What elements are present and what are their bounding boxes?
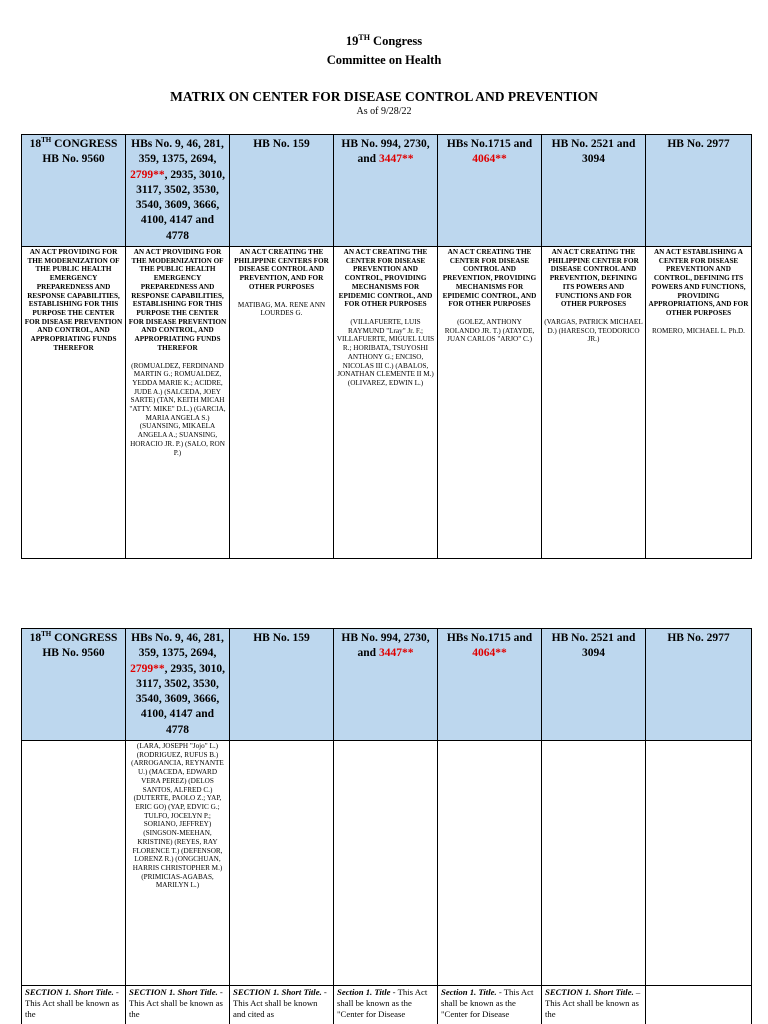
column-header-hbs-9: HBs No. 9, 46, 281, 359, 1375, 2694, 2799**, 2935, 3010, 3117, 3502, 3530, 3540, 3609, 3666, 4100, 4147 and 4778 — [126, 135, 230, 247]
as-of-date: As of 9/28/22 — [356, 106, 412, 117]
table-cell — [22, 741, 126, 986]
column-header-hb-2977: HB No. 2977 — [646, 629, 752, 741]
table-cell: SECTION 1. Short Title. - This Act shall be known as the — [126, 986, 230, 1024]
column-header-hbs-9: HBs No. 9, 46, 281, 359, 1375, 2694, 2799**, 2935, 3010, 3117, 3502, 3530, 3540, 3609, 3666, 4100, 4147 and 4778 — [126, 629, 230, 741]
table-cell — [230, 741, 334, 986]
column-header-hb-159: HB No. 159 — [230, 629, 334, 741]
table-cell: AN ACT ESTABLISHING A CENTER FOR DISEASE PREVENTION AND CONTROL, DEFINING ITS POWERS AND FUNCTIONS, PROVIDING APPROPRIATIONS, AND FOR OTHER PURPOSES ROMERO, MICHAEL L. Ph.D. — [646, 247, 752, 559]
table-cell: AN ACT CREATING THE CENTER FOR DISEASE CONTROL AND PREVENTION, PROVIDING MECHANISMS FOR EPIDEMIC CONTROL, AND FOR OTHER PURPOSES (GOLEZ, ANTHONY ROLANDO JR. T.) (ATAYDE, JUAN CARLOS "ARJO" C.) — [438, 247, 542, 559]
table-cell: SECTION 1. Short Title. - This Act shall be known as the — [22, 986, 126, 1024]
table-cell: AN ACT CREATING THE PHILIPPINE CENTER FOR DISEASE CONTROL AND PREVENTION, DEFINING ITS POWERS AND FUNCTIONS AND FOR OTHER PURPOSES (VARGAS, PATRICK MICHAEL D.) (HARESCO, TEODORICO JR.) — [542, 247, 646, 559]
column-header-hb-2521: HB No. 2521 and 3094 — [542, 135, 646, 247]
committee-heading: Committee on Health — [326, 53, 442, 67]
column-header-hb-994: HB No. 994, 2730, and 3447** — [334, 629, 438, 741]
column-header-hb-159: HB No. 159 — [230, 135, 334, 247]
column-header-18th-congress: 18TH CONGRESS HB No. 9560 — [22, 629, 126, 741]
header-row — [22, 629, 752, 741]
column-header-hbs-1715: HBs No.1715 and 4064** — [438, 135, 542, 247]
column-header-hbs-1715: HBs No.1715 and 4064** — [438, 629, 542, 741]
section-one-row — [22, 986, 752, 1024]
table-cell — [438, 741, 542, 986]
table-cell — [542, 741, 646, 986]
table-cell: SECTION 1. Short Title. - This Act shall be known and cited as — [230, 986, 334, 1024]
authors-continued-row — [22, 741, 752, 986]
table-cell — [646, 741, 752, 986]
table-cell — [334, 741, 438, 986]
header-row — [22, 135, 752, 247]
table-cell — [646, 986, 752, 1024]
column-header-hb-2521: HB No. 2521 and 3094 — [542, 629, 646, 741]
table-cell: AN ACT CREATING THE CENTER FOR DISEASE PREVENTION AND CONTROL, PROVIDING MECHANISMS FOR EPIDEMIC CONTROL, AND FOR OTHER PURPOSES (VILLAFUERTE, LUIS RAYMUND "Lray" Jr. F.; VILLAFUERTE, MIGUEL LUIS R.; HORIBATA, TSUYOSHI ANTHONY G.; ENCISO, NICOLAS III C.) (ABALOS, JONATHAN CLEMENTE II M.) (OLIVAREZ, EDWIN L.) — [334, 247, 438, 559]
table-cell: (LARA, JOSEPH "Jojo" L.) (RODRIGUEZ, RUFUS B.) (ARROGANCIA, REYNANTE U.) (MACEDA, EDWARD VERA PEREZ) (DELOS SANTOS, ALFRED C.) (DUTERTE, PAOLO Z.; YAP, ERIC GO) (YAP, EDVIC G.; TULFO, JOCELYN P.; SORIANO, JEFFREY) (SINGSON-MEEHAN, KRISTINE) (REYES, RAY FLORENCE T.) (DEFENSOR, LORENZ R.) (ONGCHUAN, HARRIS CHRISTOPHER M.) (PRIMICIAS-AGABAS, MARILYN L.) — [126, 741, 230, 986]
table-cell: AN ACT PROVIDING FOR THE MODERNIZATION OF THE PUBLIC HEALTH EMERGENCY PREPAREDNESS AND RESPONSE CAPABILITIES, ESTABLISHING FOR THIS PURPOSE THE CENTER FOR DISEASE PREVENTION AND CONTROL, AND APPROPRIATING FUNDS THEREFOR (ROMUALDEZ, FERDINAND MARTIN G.; ROMUALDEZ, YEDDA MARIE K.; ACIDRE, JUDE A.) (SALCEDA, JOEY SARTE) (TAN, KEITH MICAH "ATTY. MIKE" D.L.) (GARCIA, MARIA ANGELA S.) (SUANSING, MIKAELA ANGELA A.; SUANSING, HORACIO JR. P.) (SALO, RON P.) — [126, 247, 230, 559]
matrix-table-page-section-1 — [21, 134, 752, 559]
column-header-hb-2977: HB No. 2977 — [646, 135, 752, 247]
congress-heading: 19TH Congress — [345, 32, 423, 48]
column-header-hb-994: HB No. 994, 2730, and 3447** — [334, 135, 438, 247]
matrix-title: MATRIX ON CENTER FOR DISEASE CONTROL AND PREVENTION — [170, 89, 598, 104]
matrix-table-page-section-2 — [21, 628, 752, 1024]
table-cell: SECTION 1. Short Title. – This Act shall be known as the — [542, 986, 646, 1024]
table-cell: Section 1. Title. - This Act shall be known as the "Center for Disease — [438, 986, 542, 1024]
title-authors-row — [22, 247, 752, 559]
table-cell: Section 1. Title - This Act shall be known as the "Center for Disease — [334, 986, 438, 1024]
table-cell: AN ACT CREATING THE PHILIPPINE CENTERS FOR DISEASE CONTROL AND PREVENTION, AND FOR OTHER PURPOSES MATIBAG, MA. RENE ANN LOURDES G. — [230, 247, 334, 559]
column-header-18th-congress: 18TH CONGRESS HB No. 9560 — [22, 135, 126, 247]
table-cell: AN ACT PROVIDING FOR THE MODERNIZATION OF THE PUBLIC HEALTH EMERGENCY PREPAREDNESS AND RESPONSE CAPABILITIES, ESTABLISHING FOR THIS PURPOSE THE CENTER FOR DISEASE PREVENTION AND CONTROL, AND APPROPRIATING FUNDS THEREFOR — [22, 247, 126, 559]
